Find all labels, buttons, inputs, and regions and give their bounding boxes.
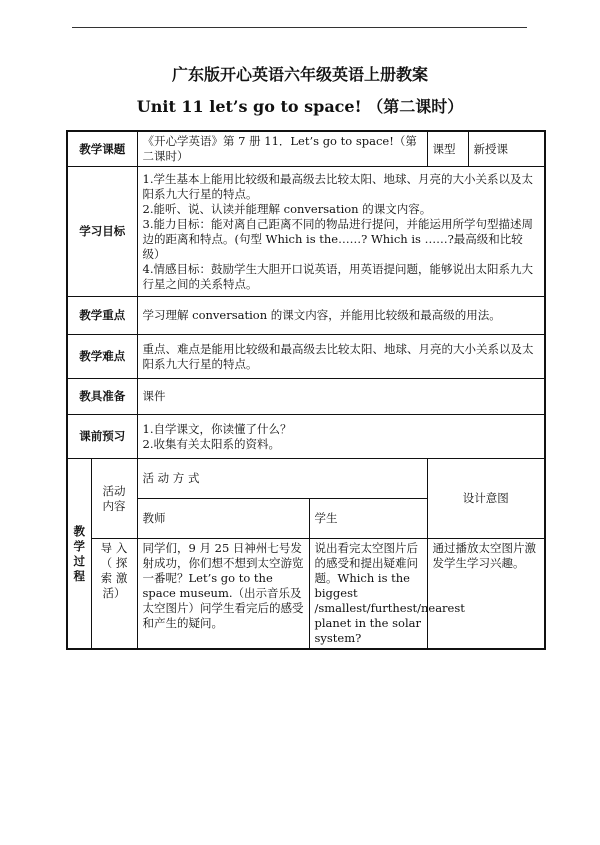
student-activity-text: 说出看完太空图片后的感受和提出疑难问题。Which is the biggest /smallest/furthest/nearest planet in the solar system? <box>309 539 427 650</box>
tools-label: 教具准备 <box>67 379 137 415</box>
row-process-head <box>67 459 545 499</box>
lesson-type-label: 课型 <box>427 131 468 167</box>
lesson-plan-table <box>66 130 546 650</box>
focus-label: 教学重点 <box>67 297 137 335</box>
process-label: 教 学 过 程 <box>67 459 91 650</box>
document-title: 广东版开心英语六年级英语上册教案 <box>171 65 428 84</box>
row-tools <box>67 379 545 415</box>
topic-value: 《开心学英语》第 7 册 11．Let’s go to space!（第二课时） <box>137 131 427 167</box>
activity-content-label: 活动 内容 <box>91 459 137 539</box>
design-intent-text: 通过播放太空图片激发学生学习兴趣。 <box>427 539 545 650</box>
activity-method-label: 活 动 方 式 <box>137 459 427 499</box>
row-focus <box>67 297 545 335</box>
row-difficulty <box>67 335 545 379</box>
student-label: 学生 <box>309 499 427 539</box>
row-goals <box>67 167 545 297</box>
row-topic <box>67 131 545 167</box>
focus-value: 学习理解 conversation 的课文内容，并能用比较级和最高级的用法。 <box>137 297 545 335</box>
document-subtitle: Unit 11 let’s go to space! （第二课时） <box>136 97 464 116</box>
preview-label: 课前预习 <box>67 415 137 459</box>
lesson-type-value: 新授课 <box>468 131 545 167</box>
difficulty-label: 教学难点 <box>67 335 137 379</box>
row-process-intro <box>67 539 545 650</box>
step-intro-label: 导 入 （ 探 索 激 活） <box>91 539 137 650</box>
goals-label: 学习目标 <box>67 167 137 297</box>
tools-value: 课件 <box>137 379 545 415</box>
preview-value: 1.自学课文，你读懂了什么？ 2.收集有关太阳系的资料。 <box>137 415 545 459</box>
header-rule <box>72 27 527 28</box>
difficulty-value: 重点、难点是能用比较级和最高级去比较太阳、地球、月亮的大小关系以及太阳系九大行星的特点。 <box>137 335 545 379</box>
goals-value: 1.学生基本上能用比较级和最高级去比较太阳、地球、月亮的大小关系以及太阳系九大行星的特点。 2.能听、说、认读并能理解 conversation 的课文内容。 3.能力目标：能对离自己距离不同的物品进行提问，并能运用所学句型描述周边的距离和特点。(句型 Which is the……? Which is ……?最高级和比较级） 4.情感目标：鼓励学生大胆开口说英语，用英语提问题，能够说出太阳系九大行星之间的关系特点。 <box>137 167 545 297</box>
design-intent-label: 设计意图 <box>427 459 545 539</box>
row-preview <box>67 415 545 459</box>
teacher-label: 教师 <box>137 499 309 539</box>
topic-label: 教学课题 <box>67 131 137 167</box>
teacher-activity-text: 同学们，9 月 25 日神州七号发射成功，你们想不想到太空游览一番呢？Let’s go to the space museum.（出示音乐及太空图片）问学生看完后的感受和产生的疑问。 <box>137 539 309 650</box>
